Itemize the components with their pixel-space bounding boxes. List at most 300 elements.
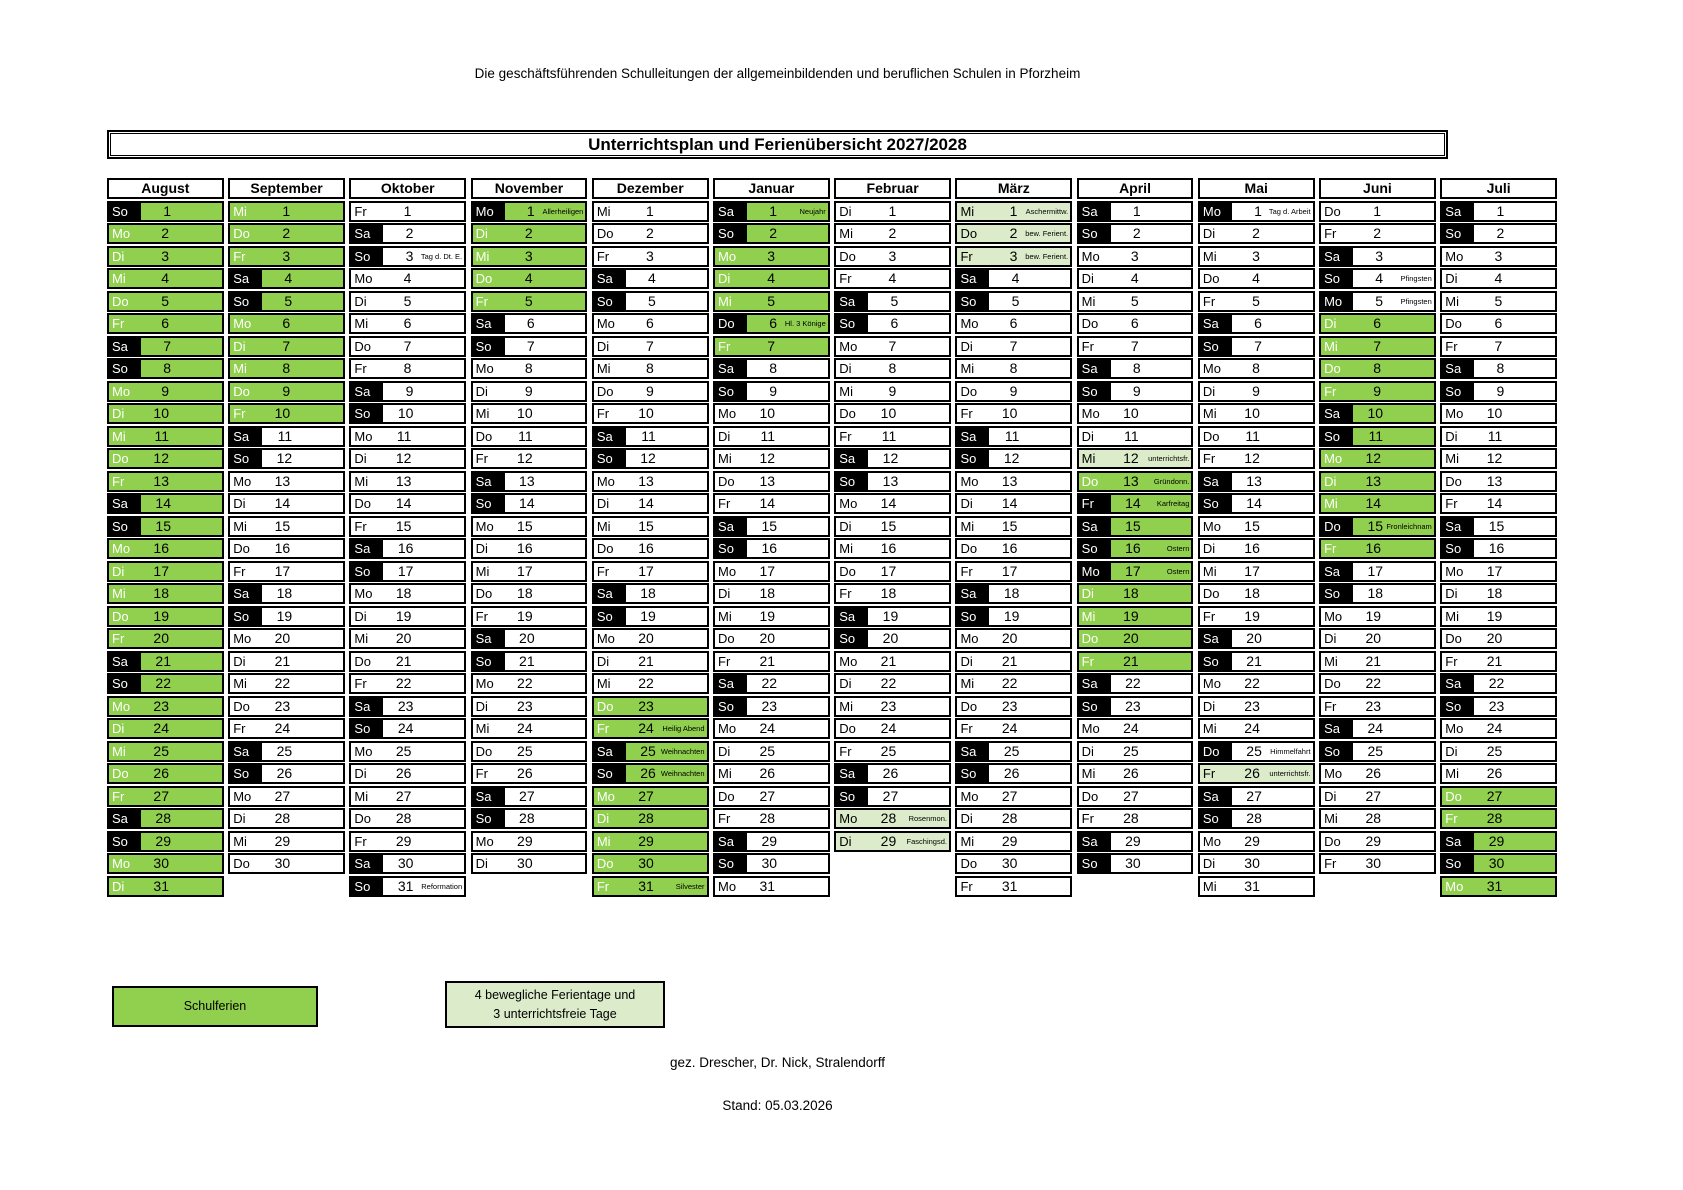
weekday-label: Fr bbox=[596, 878, 610, 894]
weekday-label: So bbox=[1200, 653, 1232, 670]
weekday-label: Mi bbox=[1445, 451, 1459, 466]
day-note: Rosenmon. bbox=[908, 814, 947, 823]
day-number: 2 bbox=[282, 225, 291, 241]
day-cell bbox=[1077, 516, 1194, 537]
day-number: 17 bbox=[638, 562, 654, 579]
weekday-label: Di bbox=[1202, 541, 1216, 556]
weekday-label: Sa bbox=[1079, 518, 1111, 535]
weekday-label: Di bbox=[1081, 271, 1094, 286]
day-cell bbox=[1319, 853, 1436, 874]
weekday-label: Sa bbox=[715, 203, 747, 220]
weekday-label: Mi bbox=[718, 451, 732, 466]
day-number: 11 bbox=[1124, 427, 1139, 444]
month-column-november bbox=[471, 178, 588, 898]
weekday-label: Do bbox=[1081, 316, 1099, 331]
weekday-label: Mo bbox=[475, 361, 494, 376]
weekday-label: Mo bbox=[1445, 248, 1464, 264]
day-number: 10 bbox=[1001, 405, 1018, 421]
day-cell bbox=[349, 876, 466, 897]
weekday-label: Di bbox=[354, 766, 367, 781]
day-number: 22 bbox=[155, 675, 171, 691]
day-number: 10 bbox=[1486, 405, 1503, 421]
day-number: 14 bbox=[395, 495, 412, 511]
day-number: 22 bbox=[1125, 675, 1141, 691]
weekday-label: Mo bbox=[233, 316, 252, 331]
day-number: 8 bbox=[1252, 360, 1260, 376]
weekday-label: So bbox=[230, 450, 262, 467]
day-cell bbox=[592, 268, 709, 289]
day-number: 12 bbox=[640, 450, 656, 466]
day-cell bbox=[1077, 381, 1194, 402]
day-cell bbox=[592, 628, 709, 649]
weekday-label: Mo bbox=[596, 473, 615, 489]
day-cell bbox=[228, 223, 345, 244]
day-number: 9 bbox=[888, 382, 897, 399]
day-number: 18 bbox=[153, 585, 169, 601]
day-cell bbox=[834, 471, 951, 492]
day-number: 28 bbox=[155, 810, 171, 826]
day-number: 21 bbox=[1365, 652, 1382, 669]
weekday-label: Di bbox=[1202, 856, 1216, 871]
day-cell bbox=[834, 223, 951, 244]
weekday-label: Do bbox=[960, 226, 978, 241]
day-number: 21 bbox=[1486, 652, 1503, 669]
day-number: 16 bbox=[638, 540, 654, 556]
day-number: 4 bbox=[648, 270, 656, 286]
day-cell bbox=[713, 786, 830, 807]
weekday-label: Fr bbox=[1079, 495, 1111, 512]
day-number: 19 bbox=[1365, 607, 1382, 624]
day-number: 14 bbox=[1125, 495, 1141, 511]
day-number: 1 bbox=[403, 202, 412, 219]
day-cell bbox=[955, 718, 1072, 739]
weekday-label: Fr bbox=[1445, 496, 1458, 511]
day-number: 23 bbox=[1488, 697, 1505, 714]
day-cell bbox=[713, 583, 830, 604]
weekday-label: Fr bbox=[112, 473, 125, 489]
weekday-label: Di bbox=[839, 361, 852, 376]
weekday-label: So bbox=[715, 855, 747, 872]
day-cell bbox=[834, 313, 951, 334]
weekday-label: Sa bbox=[351, 855, 383, 872]
weekday-label: Di bbox=[475, 698, 488, 714]
day-cell bbox=[592, 381, 709, 402]
day-number: 10 bbox=[1244, 405, 1260, 421]
day-note: Hl. 3 Könige bbox=[784, 319, 826, 328]
weekday-label: So bbox=[351, 720, 383, 737]
day-number: 30 bbox=[761, 855, 778, 871]
weekday-label: Fr bbox=[475, 766, 488, 781]
day-cell bbox=[592, 448, 709, 469]
day-cell bbox=[1077, 268, 1194, 289]
weekday-label: Sa bbox=[473, 315, 505, 332]
day-number: 11 bbox=[1245, 427, 1260, 444]
day-number: 10 bbox=[1367, 405, 1384, 421]
weekday-label: Mo bbox=[960, 631, 979, 646]
day-number: 8 bbox=[403, 360, 412, 376]
day-cell bbox=[107, 831, 224, 852]
day-number: 4 bbox=[524, 270, 533, 286]
day-cell bbox=[471, 763, 588, 784]
day-number: 26 bbox=[1244, 765, 1260, 781]
weekday-label: Mo bbox=[1445, 721, 1464, 736]
day-number: 7 bbox=[1373, 337, 1382, 354]
day-number: 2 bbox=[161, 225, 169, 241]
day-number: 14 bbox=[1365, 495, 1382, 511]
day-cell bbox=[592, 246, 709, 267]
day-number: 8 bbox=[769, 360, 778, 376]
day-cell bbox=[107, 763, 224, 784]
day-cell bbox=[713, 516, 830, 537]
weekday-label: Mo bbox=[1445, 563, 1464, 579]
weekday-label: Fr bbox=[1324, 698, 1337, 714]
day-number: 24 bbox=[759, 720, 776, 736]
day-note: Pfingsten bbox=[1400, 296, 1432, 306]
day-cell bbox=[834, 628, 951, 649]
day-cell bbox=[471, 448, 588, 469]
day-number: 26 bbox=[1123, 765, 1139, 781]
day-cell bbox=[713, 291, 830, 312]
day-cell bbox=[228, 381, 345, 402]
day-number: 5 bbox=[890, 292, 899, 309]
day-number: 12 bbox=[1003, 450, 1020, 466]
day-number: 7 bbox=[282, 337, 291, 354]
weekday-label: Mi bbox=[112, 743, 126, 759]
day-number: 10 bbox=[517, 405, 533, 421]
day-number: 11 bbox=[760, 427, 776, 444]
day-cell bbox=[1319, 448, 1436, 469]
weekday-label: Do bbox=[1324, 361, 1341, 376]
day-cell bbox=[834, 741, 951, 762]
day-cell bbox=[349, 381, 466, 402]
day-cell bbox=[1198, 538, 1315, 559]
day-number: 12 bbox=[1244, 450, 1260, 466]
weekday-label: So bbox=[473, 653, 505, 670]
day-number: 27 bbox=[1486, 787, 1503, 804]
day-cell bbox=[834, 831, 951, 852]
day-cell bbox=[592, 426, 709, 447]
day-cell bbox=[1198, 673, 1315, 694]
weekday-label: Fr bbox=[960, 406, 973, 421]
weekday-label: Fr bbox=[233, 563, 246, 579]
weekday-label: Do bbox=[1202, 271, 1220, 286]
day-cell bbox=[592, 696, 709, 717]
day-number: 21 bbox=[1246, 652, 1262, 669]
day-cell bbox=[834, 381, 951, 402]
day-cell bbox=[1319, 561, 1436, 582]
weekday-label: Mi bbox=[1202, 721, 1217, 736]
weekday-label: So bbox=[1321, 270, 1353, 287]
weekday-label: Mo bbox=[718, 563, 737, 579]
day-cell bbox=[1077, 336, 1194, 357]
day-number: 8 bbox=[524, 360, 533, 376]
weekday-label: Fr bbox=[1445, 811, 1458, 826]
day-number: 3 bbox=[1252, 247, 1260, 264]
day-cell bbox=[349, 358, 466, 379]
day-number: 7 bbox=[888, 337, 897, 354]
day-number: 29 bbox=[1001, 832, 1018, 849]
day-cell bbox=[228, 246, 345, 267]
day-number: 1 bbox=[1373, 202, 1382, 219]
day-number: 27 bbox=[395, 787, 412, 804]
day-number: 29 bbox=[1488, 832, 1505, 849]
weekday-label: So bbox=[594, 608, 626, 625]
day-cell bbox=[228, 516, 345, 537]
weekday-label: Fr bbox=[1202, 293, 1216, 309]
day-cell bbox=[471, 831, 588, 852]
weekday-label: Mi bbox=[596, 518, 611, 534]
day-number: 16 bbox=[880, 540, 897, 556]
day-number: 17 bbox=[153, 562, 169, 579]
day-cell bbox=[1440, 763, 1557, 784]
day-number: 14 bbox=[155, 495, 171, 511]
month-header: September bbox=[228, 178, 345, 199]
day-cell bbox=[349, 673, 466, 694]
day-cell bbox=[228, 426, 345, 447]
weekday-label: So bbox=[473, 338, 505, 355]
day-number: 25 bbox=[153, 742, 169, 759]
weekday-label: So bbox=[1442, 383, 1474, 400]
day-cell bbox=[834, 763, 951, 784]
day-number: 22 bbox=[638, 675, 654, 691]
day-cell bbox=[471, 853, 588, 874]
day-cell bbox=[1198, 336, 1315, 357]
weekday-label: Sa bbox=[351, 698, 383, 715]
weekday-label: Mo bbox=[354, 743, 373, 759]
day-cell bbox=[834, 718, 951, 739]
day-number: 8 bbox=[646, 360, 654, 376]
weekday-label: So bbox=[1442, 540, 1474, 557]
weekday-label: Mi bbox=[112, 586, 126, 601]
day-note: Ostern bbox=[1166, 544, 1190, 553]
day-cell bbox=[834, 426, 951, 447]
day-number: 3 bbox=[1375, 247, 1384, 264]
weekday-label: Mi bbox=[1081, 451, 1096, 466]
day-cell bbox=[1077, 673, 1194, 694]
day-cell bbox=[834, 516, 951, 537]
weekday-label: Do bbox=[1202, 586, 1220, 601]
day-number: 28 bbox=[1486, 810, 1503, 826]
day-cell bbox=[1198, 291, 1315, 312]
weekday-label: Mo bbox=[1081, 721, 1100, 736]
day-note: Tag d. Arbeit bbox=[1268, 206, 1311, 216]
day-number: 5 bbox=[648, 292, 656, 309]
weekday-label: Fr bbox=[596, 248, 610, 264]
day-cell bbox=[592, 471, 709, 492]
day-cell bbox=[713, 493, 830, 514]
day-cell bbox=[471, 471, 588, 492]
day-number: 3 bbox=[1494, 247, 1503, 264]
weekday-label: Di bbox=[354, 293, 367, 309]
weekday-label: Fr bbox=[839, 271, 852, 286]
day-cell bbox=[592, 741, 709, 762]
day-cell bbox=[834, 583, 951, 604]
weekday-label: Fr bbox=[1445, 653, 1458, 669]
weekday-label: Fr bbox=[233, 406, 246, 421]
day-cell bbox=[1198, 763, 1315, 784]
weekday-label: Di bbox=[1324, 788, 1337, 804]
weekday-label: So bbox=[230, 608, 262, 625]
weekday-label: Mi bbox=[1202, 563, 1217, 579]
day-cell bbox=[1319, 696, 1436, 717]
weekday-label: Mo bbox=[718, 878, 737, 894]
day-cell bbox=[1198, 313, 1315, 334]
weekday-label: Mi bbox=[839, 383, 853, 399]
day-number: 31 bbox=[1244, 877, 1260, 894]
day-cell bbox=[1198, 786, 1315, 807]
month-column-märz bbox=[955, 178, 1072, 898]
day-cell bbox=[349, 516, 466, 537]
weekday-label: Mi bbox=[596, 833, 611, 849]
day-number: 23 bbox=[1365, 697, 1382, 714]
day-cell bbox=[1319, 606, 1436, 627]
day-number: 7 bbox=[526, 337, 535, 354]
day-cell bbox=[1440, 268, 1557, 289]
weekday-label: Mi bbox=[1202, 878, 1217, 894]
signature-line: gez. Drescher, Dr. Nick, Stralendorff bbox=[669, 1055, 886, 1070]
day-number: 6 bbox=[1130, 315, 1139, 331]
day-cell bbox=[1198, 471, 1315, 492]
weekday-label: Mo bbox=[1200, 203, 1232, 220]
weekday-label: Sa bbox=[230, 743, 262, 760]
weekday-label: Di bbox=[112, 406, 125, 421]
day-note: Tag d. Dt. E. bbox=[420, 251, 463, 261]
day-cell bbox=[1319, 313, 1436, 334]
weekday-label: Di bbox=[596, 496, 610, 511]
day-cell bbox=[107, 313, 224, 334]
day-cell bbox=[955, 606, 1072, 627]
day-number: 26 bbox=[276, 765, 293, 781]
weekday-label: Fr bbox=[718, 653, 731, 669]
weekday-label: Do bbox=[233, 226, 250, 241]
weekday-label: Mi bbox=[1324, 653, 1338, 669]
weekday-label: Sa bbox=[351, 383, 383, 400]
weekday-label: Do bbox=[1321, 518, 1353, 535]
day-cell bbox=[592, 763, 709, 784]
day-cell bbox=[1077, 403, 1194, 424]
day-number: 17 bbox=[274, 562, 291, 579]
day-number: 21 bbox=[759, 652, 776, 669]
day-cell bbox=[1440, 516, 1557, 537]
weekday-label: Mi bbox=[475, 406, 490, 421]
day-cell bbox=[228, 808, 345, 829]
weekday-label: Mo bbox=[354, 428, 373, 444]
weekday-label: Di bbox=[1445, 586, 1458, 601]
day-number: 11 bbox=[154, 427, 169, 444]
weekday-label: So bbox=[836, 473, 868, 490]
weekday-label: Do bbox=[839, 248, 856, 264]
month-column-dezember bbox=[592, 178, 709, 898]
day-cell bbox=[592, 808, 709, 829]
day-number: 3 bbox=[405, 247, 414, 264]
day-number: 22 bbox=[395, 675, 412, 691]
day-cell bbox=[592, 786, 709, 807]
day-cell bbox=[955, 808, 1072, 829]
day-cell bbox=[228, 448, 345, 469]
day-number: 30 bbox=[638, 855, 654, 871]
day-cell bbox=[713, 876, 830, 897]
weekday-label: Do bbox=[839, 721, 856, 736]
day-number: 18 bbox=[1123, 585, 1139, 601]
day-number: 2 bbox=[1496, 225, 1505, 241]
day-note: Fronleichnam bbox=[1386, 521, 1432, 531]
day-note: Karfreitag bbox=[1156, 499, 1190, 508]
day-number: 16 bbox=[1488, 540, 1505, 556]
day-cell bbox=[1319, 673, 1436, 694]
weekday-label: So bbox=[715, 383, 747, 400]
weekday-label: Sa bbox=[715, 675, 747, 692]
day-number: 31 bbox=[397, 877, 414, 894]
day-number: 20 bbox=[1123, 630, 1139, 646]
day-cell bbox=[349, 268, 466, 289]
month-header: Oktober bbox=[349, 178, 466, 199]
weekday-label: Mo bbox=[1202, 676, 1221, 691]
weekday-label: Mi bbox=[718, 293, 732, 309]
day-cell bbox=[1319, 246, 1436, 267]
weekday-label: Do bbox=[596, 383, 614, 399]
day-cell bbox=[713, 381, 830, 402]
weekday-label: Di bbox=[475, 856, 488, 871]
day-cell bbox=[1440, 741, 1557, 762]
day-cell bbox=[955, 403, 1072, 424]
day-cell bbox=[713, 831, 830, 852]
weekday-label: So bbox=[1321, 743, 1353, 760]
day-number: 21 bbox=[638, 652, 654, 669]
day-number: 25 bbox=[640, 742, 656, 759]
day-number: 31 bbox=[759, 877, 776, 894]
day-cell bbox=[1198, 651, 1315, 672]
day-cell bbox=[592, 831, 709, 852]
day-cell bbox=[1198, 876, 1315, 897]
day-cell bbox=[955, 201, 1072, 222]
day-number: 1 bbox=[1254, 202, 1262, 219]
day-number: 12 bbox=[759, 450, 776, 466]
day-number: 19 bbox=[1003, 607, 1020, 624]
weekday-label: Sa bbox=[836, 450, 868, 467]
day-cell bbox=[955, 268, 1072, 289]
day-note: bew. Ferient. bbox=[1025, 229, 1069, 238]
day-number: 24 bbox=[1244, 720, 1260, 736]
day-cell bbox=[713, 763, 830, 784]
day-number: 4 bbox=[1252, 270, 1260, 286]
day-cell bbox=[592, 651, 709, 672]
day-cell bbox=[1319, 493, 1436, 514]
day-number: 23 bbox=[517, 697, 533, 714]
day-cell bbox=[1077, 538, 1194, 559]
day-cell bbox=[955, 741, 1072, 762]
weekday-label: Fr bbox=[1081, 811, 1094, 826]
weekday-label: Do bbox=[718, 631, 735, 646]
day-note: Neujahr bbox=[799, 206, 826, 216]
day-cell bbox=[592, 853, 709, 874]
day-number: 3 bbox=[767, 247, 776, 264]
day-number: 22 bbox=[761, 675, 778, 691]
weekday-label: So bbox=[1200, 810, 1232, 827]
day-cell bbox=[955, 853, 1072, 874]
day-number: 20 bbox=[1486, 630, 1503, 646]
day-number: 15 bbox=[761, 517, 778, 534]
weekday-label: So bbox=[836, 630, 868, 647]
day-number: 15 bbox=[1367, 517, 1384, 534]
day-number: 10 bbox=[880, 405, 897, 421]
day-cell bbox=[955, 426, 1072, 447]
weekday-label: Mi bbox=[1202, 248, 1217, 264]
day-cell bbox=[1440, 291, 1557, 312]
weekday-label: Do bbox=[1200, 743, 1232, 760]
day-number: 5 bbox=[1130, 292, 1139, 309]
day-cell bbox=[1440, 673, 1557, 694]
day-number: 9 bbox=[646, 382, 654, 399]
